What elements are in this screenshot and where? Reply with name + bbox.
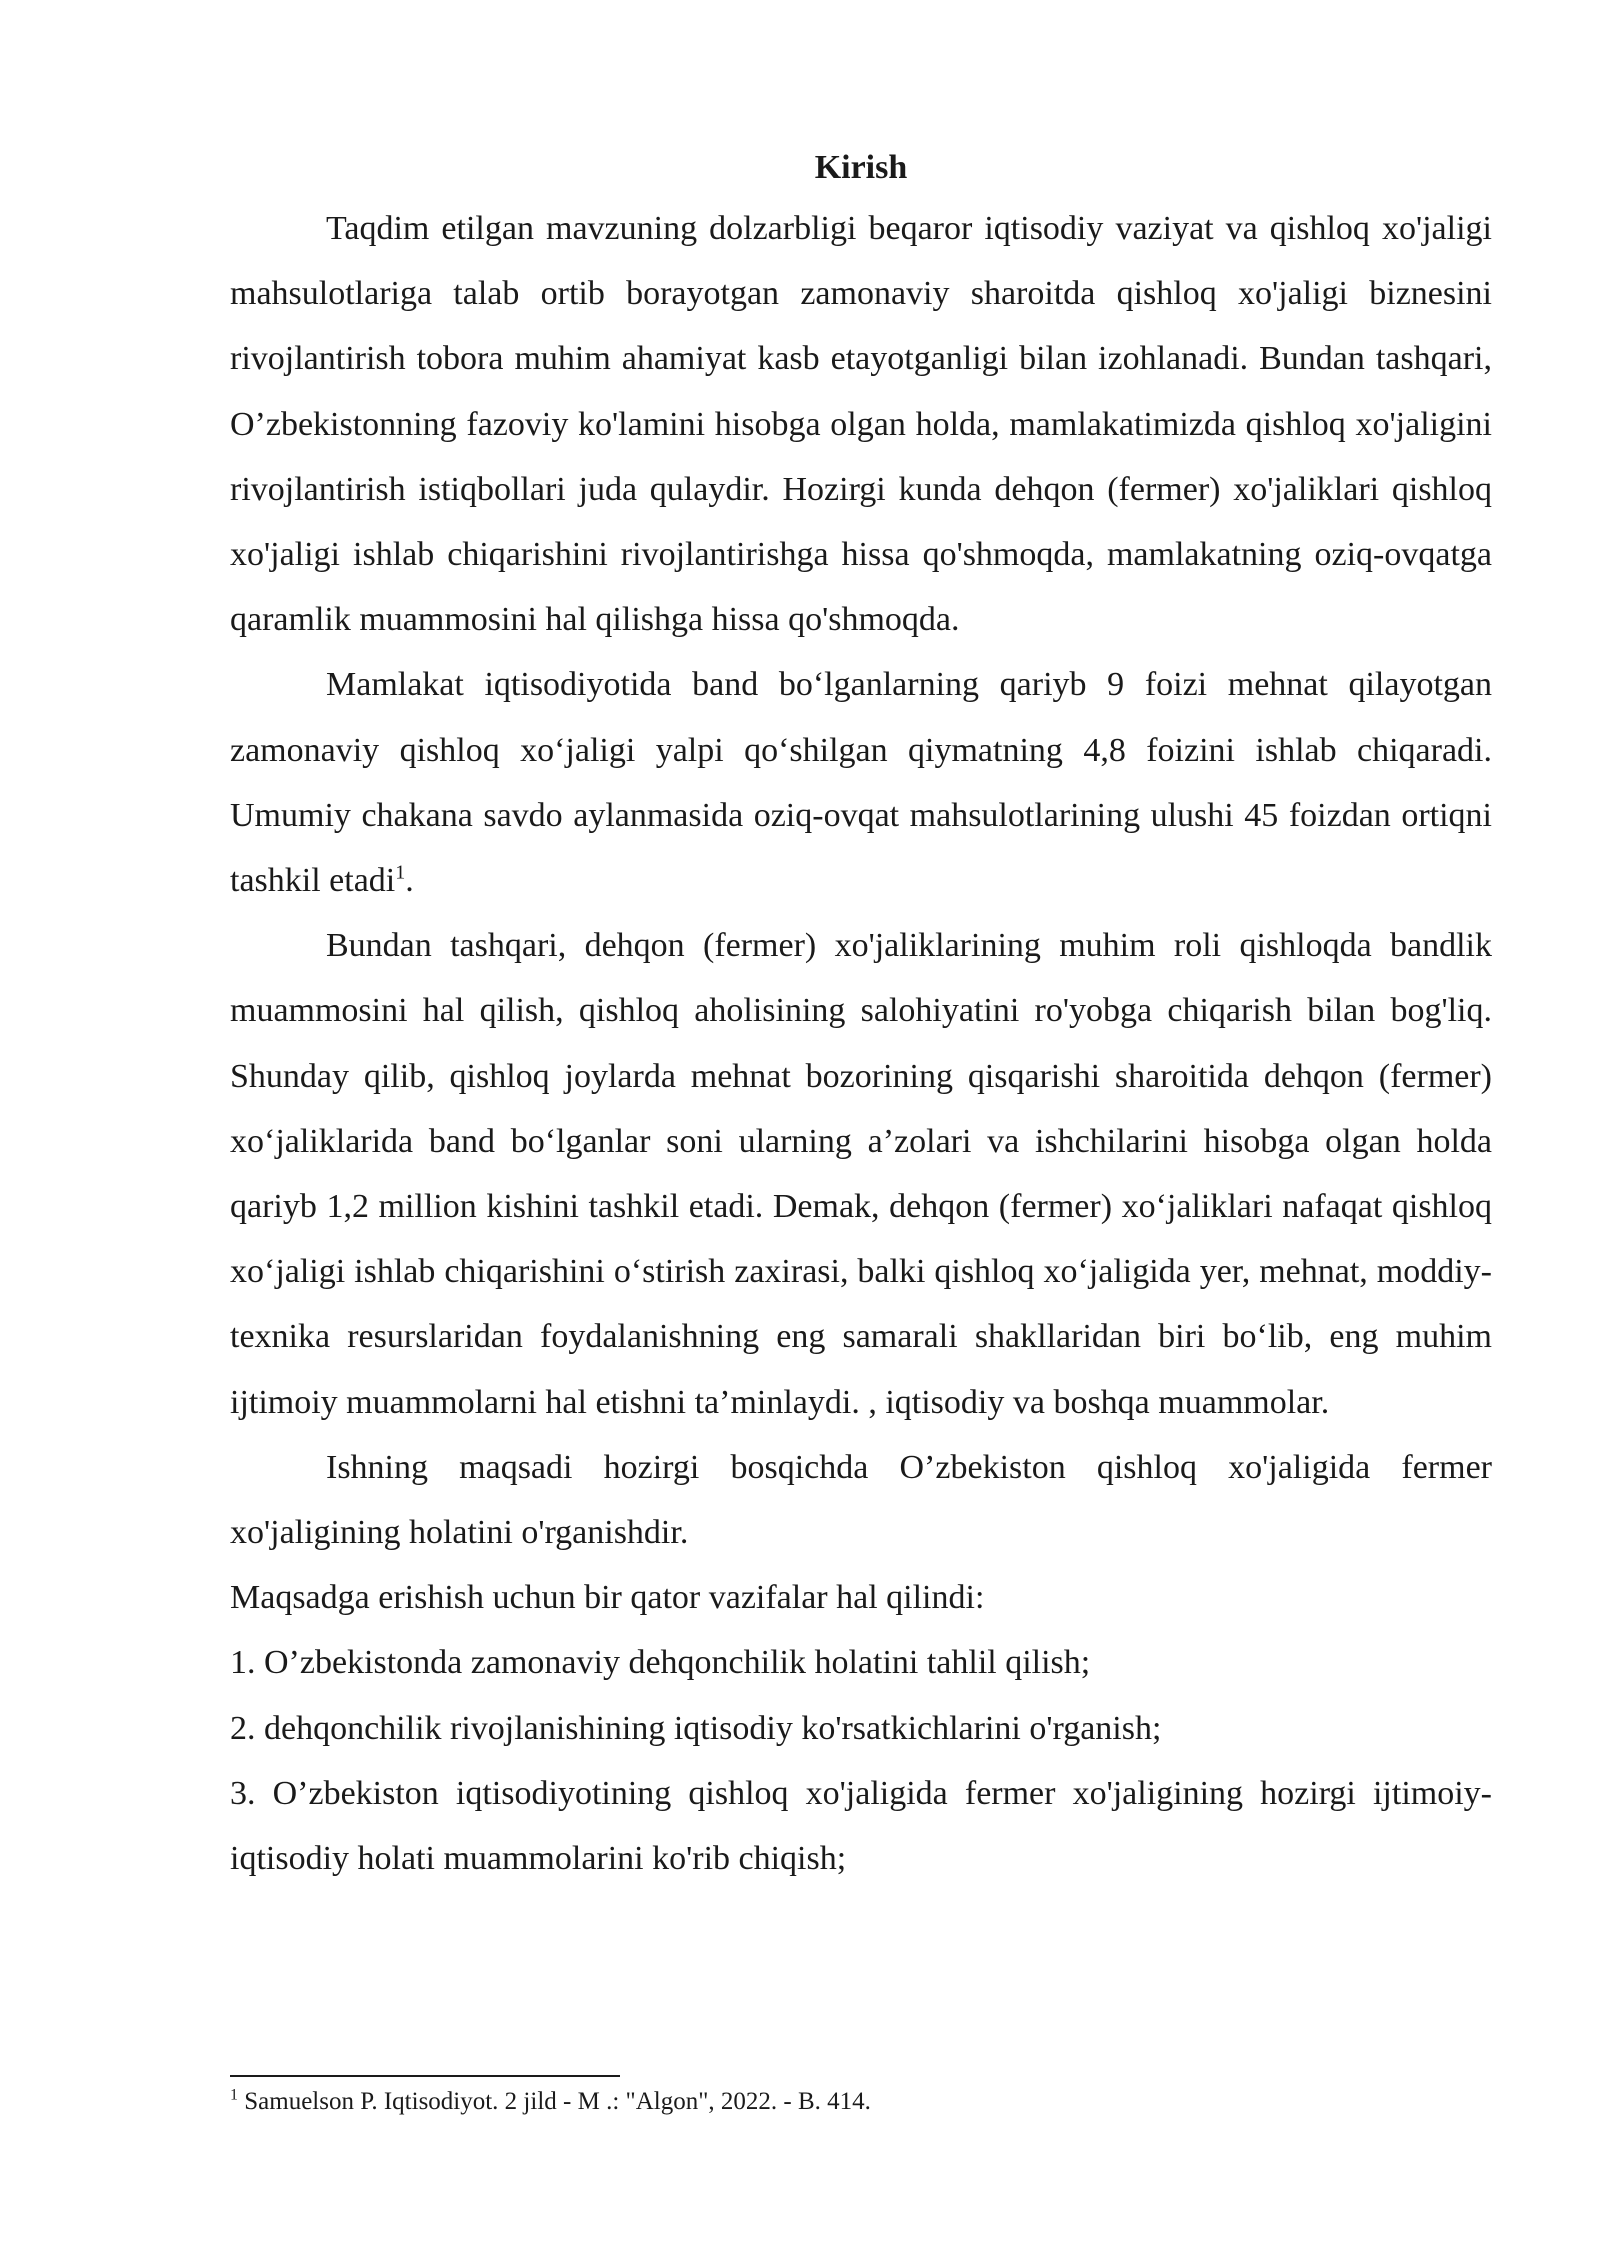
list-item: 3. O’zbekiston iqtisodiyotining qishloq xo'jaligida fermer xo'jaligining hozirgi ijtimoiy-iqtisodiy holati muammolarini ko'rib chiqish;: [230, 1774, 1492, 1878]
paragraph-statistics: Mamlakat iqtisodiyotida band bo‘lganlarning qariyb 9 foizi mehnat qilayotgan zamonaviy qishloq xo‘jaligi yalpi qo‘shilgan qiymatning 4,8 foizini ishlab chiqaradi. Umumiy chakana savdo aylanmasida oziq-ovqat mahsulotlarining ulushi 45 foizdan ortiqni tashkil etadi$^1$.: [230, 666, 1492, 900]
footnote-marker: 1: [230, 2086, 238, 2104]
footnote-separator: [230, 2075, 620, 2077]
page-title: Kirish: [814, 149, 908, 186]
footnote-reference[interactable]: 1: [395, 861, 406, 884]
tasks-intro: Maqsadga erishish uchun bir qator vazifalar hal qilindi:: [230, 1579, 985, 1617]
list-item: 1. O’zbekistonda zamonaviy dehqonchilik holatini tahlil qilish;: [230, 1644, 1091, 1682]
document-body: [230, 148, 1492, 1891]
footnote-text: Samuelson P. Iqtisodiyot. 2 jild - M .: "Algon", 2022. - B. 414.: [238, 2088, 871, 2115]
list-item: 2. dehqonchilik rivojlanishining iqtisodiy ko'rsatkichlarini o'rganish;: [230, 1709, 1162, 1747]
paragraph-statistics-text: Mamlakat iqtisodiyotida band bo‘lganlarning qariyb 9 foizi mehnat qilayotgan zamonaviy qishloq xo‘jaligi yalpi qo‘shilgan qiymatning 4,8 foizini ishlab chiqaradi. Umumiy chakana savdo aylanmasida oziq-ovqat mahsulotlarining ulushi 45 foizdan ortiqni tashkil etadi: [230, 666, 1492, 900]
footnote: [230, 2086, 1492, 2118]
paragraph-employment: Bundan tashqari, dehqon (fermer) xo'jaliklarining muhim roli qishloqda bandlik muammosini hal qilish, qishloq aholisining salohiyatini ro'yobga chiqarish bilan bog'liq. Shunday qilib, qishloq joylarda mehnat bozorining qisqarishi sharoitida dehqon (fermer) xo‘jaliklarida band bo‘lganlar soni ularning a’zolari va ishchilarini hisobga olgan holda qariyb 1,2 million kishini tashkil etadi. Demak, dehqon (fermer) xo‘jaliklari nafaqat qishloq xo‘jaligi ishlab chiqarishini o‘stirish zaxirasi, balki qishloq xo‘jaligida yer, mehnat, moddiy-texnika resurslaridan foydalanishning eng samarali shakllaridan biri bo‘lib, eng muhim ijtimoiy muammolarni hal etishni ta’minlaydi. , iqtisodiy va boshqa muammolar.: [230, 927, 1492, 1421]
paragraph-relevance: Taqdim etilgan mavzuning dolzarbligi beqaror iqtisodiy vaziyat va qishloq xo'jaligi mahsulotlariga talab ortib borayotgan zamonaviy sharoitda qishloq xo'jaligi biznesini rivojlantirish tobora muhim ahamiyat kasb etayotganligi bilan izohlanadi. Bundan tashqari, O’zbekistonning fazoviy ko'lamini hisobga olgan holda, mamlakatimizda qishloq xo'jaligini rivojlantirish istiqbollari juda qulaydir. Hozirgi kunda dehqon (fermer) xo'jaliklari qishloq xo'jaligi ishlab chiqarishini rivojlantirishga hissa qo'shmoqda, mamlakatning oziq-ovqatga qaramlik muammosini hal qilishga hissa qo'shmoqda.: [230, 210, 1492, 639]
paragraph-goal: Ishning maqsadi hozirgi bosqichda O’zbekiston qishloq xo'jaligida fermer xo'jaligining holatini o'rganishdir.: [230, 1448, 1492, 1552]
